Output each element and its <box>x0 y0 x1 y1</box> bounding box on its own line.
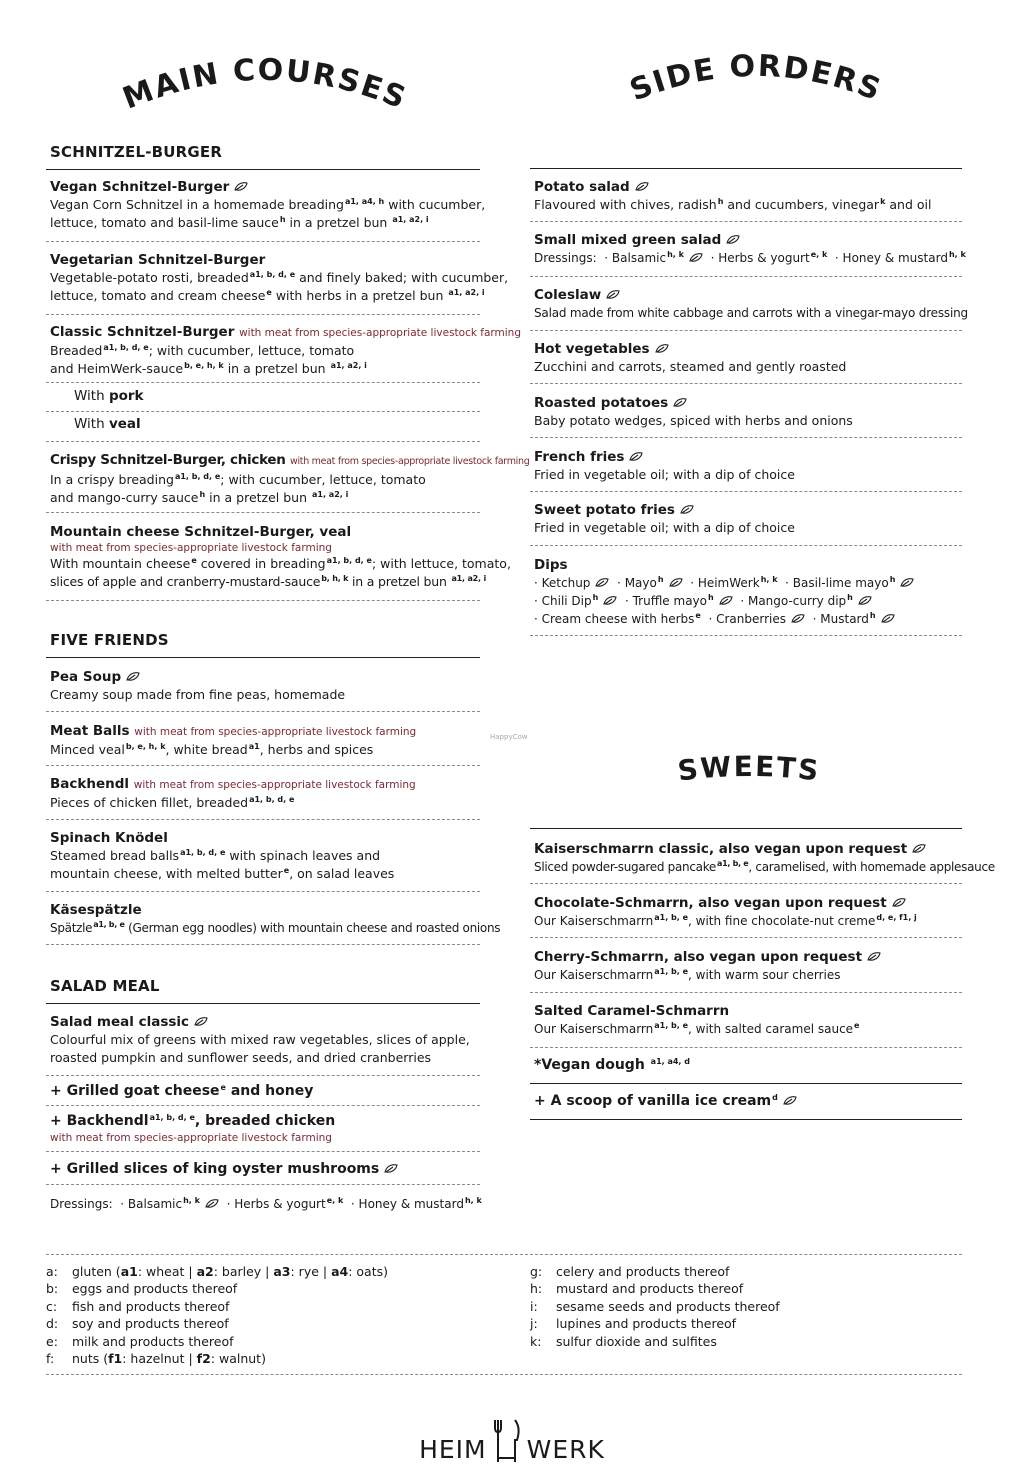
sweet-item-cherry-schmarrn: Cherry-Schmarrn, also vegan upon request Our Kaiserschmarrn$^{a1, b, e}$, with warm sour cherries <box>530 948 962 993</box>
side-item-hot-vegetables: Hot vegetables Zucchini and carrots, steamed and gently roasted <box>530 340 962 384</box>
vegan-leaf-icon <box>126 671 140 682</box>
vegan-leaf-icon <box>384 1163 398 1174</box>
item-name: Hot vegetables <box>534 341 650 357</box>
sweet-item-kaiserschmarrn: Kaiserschmarrn classic, also vegan upon request Sliced powder-sugared pancake$^{a1, b, e}$, caramelised, with homemade applesauce <box>530 840 962 884</box>
item-name: Crispy Schnitzel-Burger, chicken <box>50 452 286 468</box>
section-title-schnitzel-burger: SCHNITZEL-BURGER <box>46 143 480 170</box>
watermark: HappyCow <box>490 733 528 741</box>
menu-item-crispy-schnitzel-burger: Crispy Schnitzel-Burger, chicken with meat from species-appropriate livestock farming In a crispy breading$^{a1, b, d, e}$; with cucumber, lettuce, tomato and mango-curry sauce$^h$ in a pretzel bun $^{a1, a2, i}$ <box>46 451 480 513</box>
vegan-leaf-icon <box>673 397 687 408</box>
menu-item-mountain-cheese-schnitzel-burger: Mountain cheese Schnitzel-Burger, veal with meat from species-appropriate livestock farming With mountain cheese$^e$ covered in breading$^{a1, b, d, e}$; with lettuce, tomato, slices of apple and cranberry-mustard-sauce$^{b, h, k}$ in a pretzel bun $^{a1, a2, i}$ <box>46 523 480 601</box>
side-orders-heading <box>606 40 906 120</box>
heimwerk-logo: HEIM WERK <box>0 1418 1024 1464</box>
salad-dressings: Dressings: · Balsamic$^{h, k}$ · Herbs & yogurt$^{e, k}$ · Honey & mustard$^{h, k}$ <box>50 1196 482 1211</box>
main-courses-heading <box>100 40 430 130</box>
menu-item-classic-schnitzel-burger: Classic Schnitzel-Burger with meat from species-appropriate livestock farming Breaded$^{a1, b, d, e}$; with cucumber, lettuce, tomato and HeimWerk-sauce$^{b, e, h, k}$ in a pretzel bun $^{a1, a2, i}$ <box>46 323 480 383</box>
side-item-coleslaw: Coleslaw Salad made from white cabbage and carrots with a vinegar-mayo dressing <box>530 286 962 331</box>
vegan-leaf-icon <box>194 1016 208 1027</box>
item-name: Coleslaw <box>534 287 602 303</box>
side-item-dips: Dips · Ketchup · Mayo$^h$ · HeimWerk$^{h, k}$ · Basil-lime mayo$^h$ · Chili Dip$^h$ · Truffle mayo$^h$ · Mango-curry dip$^h$ · Cream cheese with herbs$^e$ · Cranberries · Mustard$^h$ <box>530 556 962 636</box>
meat-note: with meat from species-appropriate livestock farming <box>50 1132 332 1144</box>
item-name: Salad meal classic <box>50 1014 190 1030</box>
vegan-leaf-icon <box>791 613 805 624</box>
vegan-leaf-icon <box>783 1095 797 1106</box>
item-name: Käsespätzle <box>50 902 142 918</box>
svg-text:SWEETS: SWEETS <box>675 749 823 788</box>
option-with-pork: With pork <box>46 388 480 412</box>
vegan-leaf-icon <box>867 951 881 962</box>
vegan-leaf-icon <box>603 595 617 606</box>
menu-item-salad-meal-classic: Salad meal classic Colourful mix of greens with mixed raw vegetables, slices of apple, roasted pumpkin and sunflower seeds, and dried cranberries <box>46 1013 480 1076</box>
item-name: Backhendl <box>50 776 130 792</box>
sweet-addon-vanilla-ice-cream: + A scoop of vanilla ice cream$^d$ <box>530 1092 962 1120</box>
item-name: Roasted potatoes <box>534 395 669 411</box>
vegan-leaf-icon <box>858 595 872 606</box>
menu-item-kaesespaetzle: Käsespätzle Spätzle$^{a1, b, e}$ (German egg noodles) with mountain cheese and roasted onions <box>46 901 480 945</box>
item-name: Small mixed green salad <box>534 232 722 248</box>
side-item-sweet-potato-fries: Sweet potato fries Fried in vegetable oil; with a dip of choice <box>530 501 962 546</box>
addon-king-oyster-mushrooms: + Grilled slices of king oyster mushrooms <box>46 1160 480 1185</box>
menu-item-spinach-knoedel: Spinach Knödel Steamed bread balls$^{a1, b, d, e}$ with spinach leaves and mountain cheese, with melted butter$^e$, on salad leaves <box>46 829 480 892</box>
item-name: French fries <box>534 449 625 465</box>
sweets-heading <box>654 745 844 795</box>
footer-bottom-divider <box>46 1374 962 1375</box>
cutlery-icon <box>490 1418 524 1464</box>
vegan-leaf-icon <box>881 613 895 624</box>
vegan-leaf-icon <box>719 595 733 606</box>
menu-item-vegan-schnitzel-burger: Vegan Schnitzel-Burger Vegan Corn Schnitzel in a homemade breading$^{a1, a4, h}$ with cucumber, lettuce, tomato and basil-lime sauce$^h$ in a pretzel bun $^{a1, a2, i}$ <box>46 178 480 242</box>
section-title-five-friends: FIVE FRIENDS <box>46 631 480 658</box>
meat-note: with meat from species-appropriate livestock farming <box>134 726 417 738</box>
item-name: Vegan Schnitzel-Burger <box>50 179 230 195</box>
menu-item-meat-balls: Meat Balls with meat from species-appropriate livestock farming Minced veal$^{b, e, h, k}$, white bread$^{a1}$, herbs and spices <box>46 722 480 766</box>
vegan-leaf-icon <box>595 577 609 588</box>
menu-item-backhendl: Backhendl with meat from species-appropriate livestock farming Pieces of chicken fillet, breaded$^{a1, b, d, e}$ <box>46 775 480 820</box>
side-item-roasted-potatoes: Roasted potatoes Baby potato wedges, spiced with herbs and onions <box>530 394 962 438</box>
side-item-potato-salad: Potato salad Flavoured with chives, radish$^h$ and cucumbers, vinegar$^k$ and oil <box>530 178 962 222</box>
menu-item-vegetarian-schnitzel-burger: Vegetarian Schnitzel-Burger Vegetable-potato rosti, breaded$^{a1, b, d, e}$ and finely baked; with cucumber, lettuce, tomato and cream cheese$^e$ with herbs in a pretzel bun $^{a1, a2, i}$ <box>46 251 480 315</box>
item-name: Classic Schnitzel-Burger <box>50 324 235 340</box>
item-name: Mountain cheese Schnitzel-Burger, veal <box>50 524 352 540</box>
svg-text:MAIN COURSES: MAIN COURSES <box>118 52 413 117</box>
vegan-leaf-icon <box>234 181 248 192</box>
side-orders-top-rule <box>530 168 962 169</box>
item-name: Vegetarian Schnitzel-Burger <box>50 252 266 268</box>
addon-grilled-goat-cheese: + Grilled goat cheese$^e$ and honey <box>46 1082 480 1106</box>
vegan-leaf-icon <box>606 289 620 300</box>
vegan-leaf-icon <box>680 504 694 515</box>
item-name: Meat Balls <box>50 723 130 739</box>
vegan-leaf-icon <box>629 451 643 462</box>
item-name: Spinach Knödel <box>50 830 168 846</box>
item-name: Chocolate-Schmarrn, also vegan upon request <box>534 895 887 911</box>
sweets-top-rule <box>530 828 962 829</box>
item-name: Sweet potato fries <box>534 502 675 518</box>
item-name: Kaiserschmarrn classic, also vegan upon request <box>534 841 908 857</box>
allergen-legend-left: a: gluten (a1: wheat | a2: barley | a3: rye | a4: oats) b: eggs and products thereof c: fish and products thereof d: soy and products thereof e: milk and products thereof f: nuts (f1: hazelnut | f2: walnut) <box>46 1264 389 1367</box>
vegan-leaf-icon <box>205 1198 219 1209</box>
item-name: Pea Soup <box>50 669 122 685</box>
menu-item-pea-soup: Pea Soup Creamy soup made from fine peas, homemade <box>46 668 480 712</box>
vegan-leaf-icon <box>689 252 703 263</box>
vegan-leaf-icon <box>669 577 683 588</box>
sweet-item-salted-caramel-schmarrn: Salted Caramel-Schmarrn Our Kaiserschmarrn$^{a1, b, e}$, with salted caramel sauce$^e$ <box>530 1002 962 1048</box>
item-name: Dips <box>534 557 568 573</box>
sweet-item-chocolate-schmarrn: Chocolate-Schmarrn, also vegan upon request Our Kaiserschmarrn$^{a1, b, e}$, with fine chocolate-nut creme$^{d, e, f1, j}$ <box>530 894 962 938</box>
svg-text:SIDE ORDERS: SIDE ORDERS <box>625 48 887 109</box>
side-item-french-fries: French fries Fried in vegetable oil; with a dip of choice <box>530 448 962 492</box>
vegan-leaf-icon <box>900 577 914 588</box>
option-with-veal: With veal <box>46 416 480 442</box>
meat-note: with meat from species-appropriate livestock farming <box>239 327 521 339</box>
meat-note: with meat from species-appropriate livestock farming <box>133 779 416 791</box>
meat-note: with meat from species-appropriate livestock farming <box>50 542 332 554</box>
addon-backhendl: + Backhendl$^{a1, b, d, e}$, breaded chicken with meat from species-appropriate livestock farming <box>46 1112 480 1152</box>
side-item-small-green-salad: Small mixed green salad Dressings: · Balsamic$^{h, k}$ · Herbs & yogurt$^{e, k}$ · Honey & mustard$^{h, k}$ <box>530 231 962 277</box>
item-name: Cherry-Schmarrn, also vegan upon request <box>534 949 863 965</box>
sweet-vegan-dough-note: *Vegan dough $^{a1, a4, d}$ <box>530 1056 962 1084</box>
allergen-legend-right: g: celery and products thereof h: mustard and products thereof i: sesame seeds and products thereof j: lupines and products thereof k: sulfur dioxide and sulfites <box>530 1264 780 1349</box>
item-name: Salted Caramel-Schmarrn <box>534 1003 730 1019</box>
meat-note: with meat from species-appropriate livestock farming <box>289 456 530 467</box>
vegan-leaf-icon <box>726 234 740 245</box>
vegan-leaf-icon <box>912 843 926 854</box>
footer-top-divider <box>46 1254 962 1255</box>
section-title-salad-meal: SALAD MEAL <box>46 977 480 1004</box>
vegan-leaf-icon <box>892 897 906 908</box>
vegan-leaf-icon <box>655 343 669 354</box>
vegan-leaf-icon <box>635 181 649 192</box>
item-name: Potato salad <box>534 179 630 195</box>
